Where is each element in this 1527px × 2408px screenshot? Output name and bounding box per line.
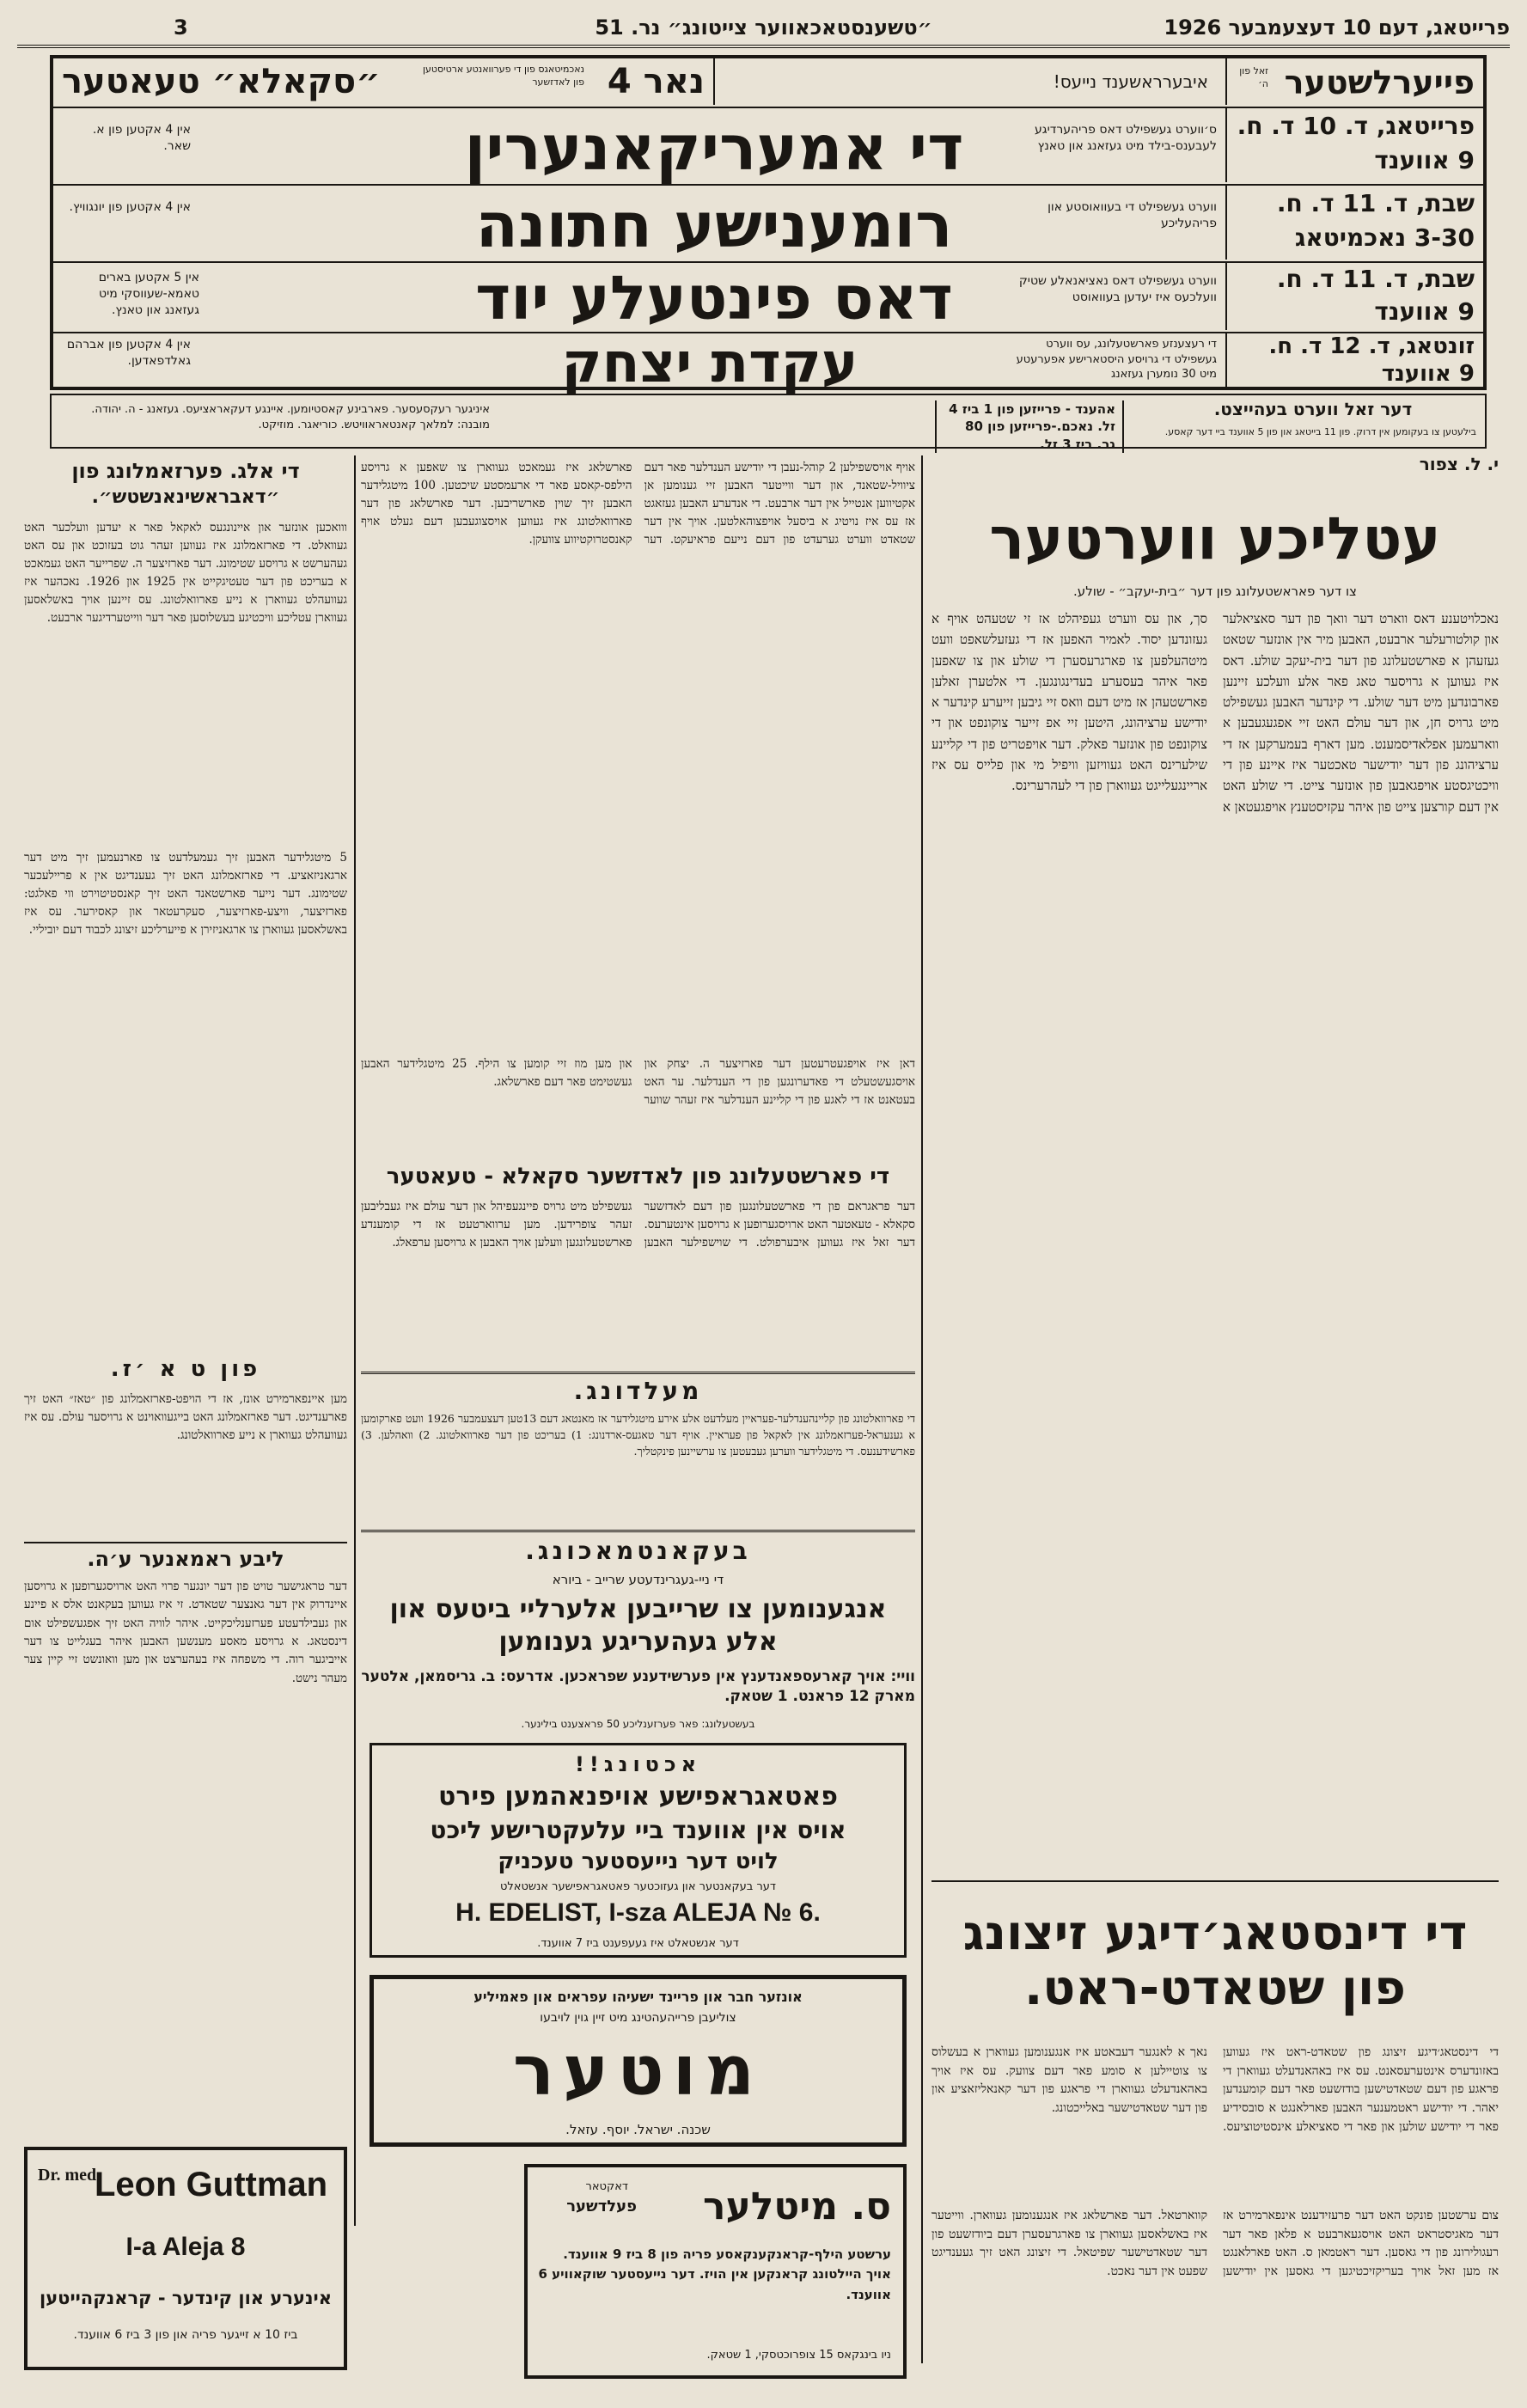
mourning-ad-title: מוטער [512, 2031, 764, 2111]
doctor-ad-hours: ביז 10 א זייגער פריה און פון 3 ביז 6 אווענד. [73, 2328, 298, 2342]
photo-ad-line2: אויס אין אווענד ביי עלעקטרישע ליכט [430, 1816, 846, 1844]
hall-title: פייערלשטער [1284, 64, 1475, 101]
middle-divider-2 [361, 1530, 915, 1532]
theater-name-cell [53, 58, 715, 105]
play-4-time: 9 אווענד [1381, 361, 1475, 387]
middle-body-top: אויף אויסשפילען 2 קוהל-נעבן די יודישע הענדלער פאר דעם ציוויל-שטאנד, און דער ווייטער האבען זיי גענומען אן אקטיווען אנטייל אין דער ארבעט. די אנדערע האבען געזאגט אז עס איז נויטיג א ביסעל אויפצוהאלטען. אויך אין דער שטאדט ווערט גערעדט פון דעם נייעם פראיעקט. דער פארשלאג איז געמאכט געווארן צו שאפען א גרויסע הילפס-קאסע פאר די ארעמסטע שיכטען. 100 מיטגלידער האבען זיך שוין פארשריבען. דער פארשלאג פון דער פארוואלטונג איז געווען אויסצוגעבען דעם געלט אויף קאנסטרוקטיווע צוועקן. [361, 461, 915, 547]
play-4-desc: די רעצענזע פארשטעלונג, עס ווערט געשפילט די גרויסע היסטארישע אפערעטע מיט 30 נומערן געזאנג [1016, 338, 1217, 382]
photo-ad-footer: דער אנשטאלט איז געעפענט ביז 7 אווענד. [537, 1937, 739, 1950]
article-divider [931, 1880, 1499, 1882]
play-3-title: דאס פינטעלע יוד [475, 263, 953, 333]
council-body: די דינסטאג׳דיגע זיצונג פון שטאדט-ראט איז געווען באזונדערס אינטערעסאנט. עס איז באהאנדעלט געווארן די פראגע פון דעם שטאדטישען בודזשעט פאר דעם קומענדען יאהר. די יודישע ראטמענער האבען פארלאנגט א סובסידיע פאר די יודישע שולען און פאר די סאציאלע אינסטיטוציעס. נאך א לאנגער דעבאטע איז אנגענומען געווארן א בעשלוס צו צוטיילען א סומע פאר דעם צוועק. עס איז אויך באהאנדעלט געווארן די פראגע פון דער קאנאליזאציע און פון דער שטאדטישער באלייכטונג. [931, 2045, 1499, 2134]
play-1-title: די אמעריקאנערין [464, 112, 964, 184]
left-divider [24, 1542, 347, 1543]
play-3-side: אין 5 אקטען בארים טאמא-שעווסקי מיט געזאנג און טאנץ. [98, 271, 199, 317]
skala-body: דער פראגראם פון די פארשטעלונגען פון דעם לאדזשער סקאלא - טעאטער האט ארויסגערופען א גרויסען אינטערעס. דער זאל איז געווען איבערפולט. די שוישפילער האבען געשפילט מיט גרויס פיינגעפיהל און דער עולם איז געבליבען זעהר צופרידען. מען ערווארטעט אז די קומענדע פארשטעלונגען וועלען אויך האבען א גרויסען ערפאלג. [361, 1200, 915, 1250]
assembly-headline: די אלג. פערזאמלונג פון [71, 459, 300, 483]
article-headline: עטליכע ווערטער [989, 505, 1441, 573]
feldsher-ad-body: ערשטע הילף-קראנקענקאסע פריה פון 8 ביז 9 אווענד. אויך היילטונג קראנקען אין הויז. דער נייעסטער שוקאוויע 6 אווענד. [538, 2246, 891, 2302]
feldsher-ad [524, 2164, 907, 2379]
notice2-title: בעקאנטמאכונג. [525, 1537, 751, 1565]
mourning-ad-sign: שכנה. ישראל. יוסף. עזאל. [565, 2122, 711, 2137]
notice2-footer: בעשטעלונג: פאר פערזענליכע 50 פראצענט בילינער. [521, 1718, 755, 1730]
obituary-headline: ליבע ראמאנער ע׳ה. [87, 1547, 284, 1571]
masthead-date: פרייטאג, דעם 10 דעצעמבער 1926 [1164, 15, 1510, 40]
mourning-ad-top: אונזער חבר און פריינד ישעיהו עפראים און פאמיליע [473, 1989, 803, 2005]
play-2-side: אין 4 אקטען פון יונגוויץ. [69, 200, 191, 214]
feldsher-ad-address: ניו בינגקאס 15 צופרוכטסקי, 1 שטאק. [706, 2349, 891, 2362]
column-rule-2 [921, 455, 923, 2363]
hall-title-prefix: זאל פון ה׳ [1239, 65, 1268, 89]
notice2-headline: אנגענומען צו שרייבען אלערליי ביטעס און אלע געהעריגע גענומען [389, 1594, 887, 1657]
right-column [931, 454, 1499, 2387]
theater-footer [50, 394, 1487, 452]
assembly-headline-2: ״דאבראשינאנשטש״. [91, 486, 280, 508]
ticket-note: בילעטען צו בעקומען אין דרוק. פון 11 בייטאג און פון 5 אווענד ביי דער קאסע. [1164, 426, 1476, 437]
assembly-body: ווואכען אונזער און איינונגעס לאקאל פאר א יעדען וועלכער האט געוואלט. די פארזאמלונג איז געווען זעהר גוט בעזוכט און עס האט געהערשט א גרויסע שטימונג. דער פארזיצער ה. שפרייער האט געמאכט א בעריכט פון דער טעטיגקייט אין 1925 און 1926. נאכהער איז געוועהלט געווארן א נייע פארוואלטונג. עס זיינען אויך באשלאסען געווארן עטליכע וויכטיגע בעשלוסען פאר דער ווייטערדיגער ארבעט. [24, 521, 347, 625]
doctor-ad-specialty: אינערע און קינדער - קראנקהייטען [39, 2288, 333, 2308]
column-rule-1 [354, 455, 356, 2226]
photo-ad-name: H. EDELIST, I-sza ALEJA № 6. [455, 1898, 821, 1927]
middle-column [361, 454, 915, 2396]
middle-body-top-2: דאן איז אויפגעטרעטען דער פארזיצער ה. יצחק און אויסגעשטעלט די פאדערונגען פון די הענדלער. ער האט בעטאנט אז די לאגע פון די קליינע הענדלער איז זעהר שווער און מען מוז זיי קומען צו הילף. 25 מיטגלידער האבען געשטימט פאר דעם פארשלאג. [361, 1057, 915, 1107]
theater-name: ״סקאלא״ טעאטער [62, 62, 381, 101]
article-subheadline: צו דער פאראשטעלונג פון דער ״בית-יעקב״ - שולע. [1073, 584, 1357, 599]
play-4-title: עקדת יצחק [561, 332, 858, 395]
assembly-body-2: 5 מיטגלידער האבען זיך געמעלדעט צו פארנעמען זיך מיט דער ארגאניזאציע. די פארזאמלונג האט זיך געענדיגט אין א פריילעכער שטימונג. דער נייער פארשטאנד האט זיך קאנסטיטוירט ווי פאלגט: פארזיצער, וויצע-פארזיצער, סעקרעטאר און קאסירער. עס איז באשלאסען געווארן צו ארגאניזירן א פייערליכע זיצונג לכבוד דעם יוביליי. [24, 851, 347, 937]
credits-note: איניגער רעקסעסער. פארבינע קאסטיומען. איינגע דעקאראציעס. געזאנג - ה. יהודה. מובנה: למלאך קאנטאראוויטש. כוריאגר. מוזיקט. [91, 403, 490, 431]
play-3-desc: ווערט געשפילט דאס נאציאנאלע שטיק וועלכעס איז יעדען בעוואוסט [1018, 274, 1217, 304]
notice2-address: וויי: אויך קארעספאנדענץ אין פערשידענע שפראכען. אדרעס: ב. גריסמאן, אלטער מארק 12 פראנט. 1 שטאק. [361, 1668, 915, 1705]
play-2-desc: ווערט געשפילט די בעוואוסטע און פריהעליכע [1048, 200, 1217, 230]
play-row-3 [53, 261, 1483, 333]
left-column [24, 454, 347, 2387]
theater-title-row [53, 58, 1483, 108]
obituary-body: דער טראגישער טויט פון דער יונגער פרוי האט ארויסגערופען א גרויסען איינדרוק אין דער גאנצער שטאדט. זי איז געווען בעקאנט אלס א פיינע און געבילדעטע פערזענליכקייט. איהר לוויה האט זיך אפגעשפילט אום דינסטאג. א גרויסע מאסע מענשען האבען איהר בעגלייט צו דער אייביגער רוה. די משפחה איז בעהערצט און מען וואונשט זיי קיין צער מעהר נישט. [24, 1580, 347, 1685]
council-headline: די דינסטאג׳דיגע זיצונג פון שטאדט-ראט. [962, 1905, 1468, 2017]
theater-ad-box [50, 55, 1487, 395]
photo-studio-ad [370, 1743, 907, 1958]
play-row-1 [53, 107, 1483, 186]
theater-news: איבערראשענד נייעס! [1053, 71, 1208, 92]
play-1-desc: ס׳ווערט געשפילט דאס פריהערדיגע לעבענס-בילד מיט געזאנג און טאנץ [1035, 123, 1217, 153]
heating-note: דער זאל ווערט בעהייצט. [1213, 399, 1413, 419]
doctor-ad-title: Dr. med. [38, 2166, 101, 2185]
theater-note-sub: נאכמיטאגס פון די פערוואנטע ארטיסטען פון לאדזשער [422, 64, 584, 88]
article-byline: י. ל. צפור [1419, 454, 1499, 474]
feldsher-ad-prefix: דאקטאר [585, 2180, 628, 2193]
play-1-side: אין 4 אקטען פון א. שאר. [92, 123, 191, 153]
photo-ad-attention: אכטונג!! [574, 1752, 702, 1776]
mourning-ad-sub: צוליעבן פרייהעהטינג מיט זיין גוין לויבעו [540, 2011, 736, 2025]
price-note: אהענד - פרייזען פון 1 ביז 4 זל. נאכם.-פרייזען פון 80 גר. ביז 3 זל. [935, 400, 1124, 453]
play-4-date: זונטאג, ד. 12 ד. ח. [1268, 333, 1475, 359]
notice-body: די פארוואלטונג פון קליינהענדלער-פעראיין מעלדעט אלע אירע מיטגלידער אז מאנטאג דעם 13טען דעצעמבער 1926 וועט פארקומען א גענעראל-פערזאמלונג אין לאקאל פון פעראיין. אויף דער טאגעס-ארדנונג: 1) בעריכט פון דער פארוואלטונג. 2) וואהלען. 3) פארשידענעס. די מיטגלידער ווערען געבעטען צו ערשיינען פינקטליך. [361, 1412, 915, 1458]
play-3-time: 9 אווענד [1374, 297, 1475, 326]
council-body-2: צום ערשטען פונקט האט דער פרעזידענט אינפארמירט אז דער מאגיסטראט האט אויסגעארבעט א פלאן פאר דער רעגולירונג פון די גאסען. דער ראטמאן ס. האט פארלאנגט אז מען זאל אויך בעריקזיכטיגען די גאסען אין יודישען קווארטאל. דער פארשלאג איז אנגענומען געווארן. ווייטער איז באשלאסען געווארן צו פארגרעסערן דעם ביודזשעט פון דער שטאדטישער שפיטאל. די זיצונג האט זיך געענדיגט שפעט אין דער נאכט. [931, 2209, 1499, 2279]
masthead-page-number: 3 [174, 15, 188, 40]
masthead-paper-name: ״טשענסטאכאווער צייטונג״ נר. 51 [595, 15, 932, 40]
doctor-ad-name: Leon Guttman [95, 2166, 328, 2203]
photo-ad-line4: דער בעקאנטער און געזוכטער פאטאגראפישער אנשטאלט [499, 1880, 777, 1893]
play-2-title: רומענישע חתונה [475, 189, 953, 261]
photo-ad-line1: פאטאגראפישע אויפנאהמען פירט [437, 1782, 838, 1812]
toz-headline: פון ט א ׳ז. [110, 1356, 261, 1382]
doctor-ad-address: I-a Aleja 8 [125, 2233, 246, 2261]
play-1-time: 9 אווענד [1374, 146, 1475, 174]
play-4-side: אין 4 אקטען פון אברהם גאלדפאדען. [66, 338, 191, 368]
doctor-ad [24, 2147, 347, 2370]
theater-note: נאר 4 [607, 62, 705, 101]
play-row-2 [53, 184, 1483, 263]
play-1-date: פרייטאג, ד. 10 ד. ח. [1237, 112, 1475, 140]
mourning-ad [370, 1975, 907, 2147]
photo-ad-line3: לויט דער נייעסטער טעכניק [498, 1849, 779, 1874]
notice2-body: די ניי-געגרינדעטע שרייב - ביורא [552, 1572, 724, 1587]
play-2-time: 3-30 נאכמיטאג [1294, 223, 1475, 252]
hall-title-cell [1225, 58, 1483, 105]
feldsher-ad-name: ס. מיטלער [702, 2185, 891, 2228]
skala-headline: די פארשטעלונג פון לאדזשער סקאלא - טעאטער [386, 1164, 890, 1189]
masthead [17, 7, 1510, 48]
article-body: נאכלויטענע דאס ווארט דער וואך פון דער סאציאלער און קולטורעלער ארבעט, האבען מיר אין אונזער שטאט געזעהן א פארשטעלונג פון דער בית-יעקב שולע. דאס איז געווען א גרויסער טאג פאר אלע וועלכע זיינען פארבונדען מיט דער שולע. די קינדער האבען געשפילט מיט גרויס חן, און דער עולם האט זיי אפגעגעבען א ווארעמען אפלאדיסמענט. מען דארף בעמערקען אז די ערציהונג פון דער יודישער טאכטער איז איינע פון די וויכטיגסטע אויפגאבען פון אונזער צייט. די שולע האט אין דעם קורצען צייט פון איהר עקזיסטענץ אויפגעטאן א סך, און עס ווערט געפיהלט אז זי שטעהט אויף א געזונדען יסוד. לאמיר האפען אז די געזעלשאפט וועט מיטהעלפען צו פארגרעסערן די שולע און צו שאפען פאר איהר בעסערע בעדינגונגען. די אלטערן זאלען פארשטעהן אז מיט דעם וואס זיי גיבען זייערע קינדער א יודישע ערציהונג, היטען זיי אפ זייער צוקונפט און די צוקונפט פון אונזער פאלק. דער אויפטריט פון די קליינע שילערינס האט געוויזען וויפיל מי און פלייס עס איז אריינגעלייגט געווארן פון די לעהרערינס. [931, 611, 1499, 815]
play-3-date: שבת, ד. 11 ד. ח. [1276, 265, 1475, 293]
notice-title: מעלדונג. [573, 1377, 703, 1405]
toz-body: מען איינפארמירט אונז, אז די הויפט-פארזאמלונג פון ״טאז״ האט זיך פארענדיגט. דער פארזאמלונג האט בייגעוואוינט א גרויסער עולם. עס איז געוועהלט געווארן א נייע פארוואלטונג. [24, 1392, 347, 1442]
middle-divider-1 [361, 1372, 915, 1374]
play-2-date: שבת, ד. 11 ד. ח. [1276, 189, 1475, 217]
feldsher-ad-sub: פעלדשער [566, 2197, 637, 2215]
